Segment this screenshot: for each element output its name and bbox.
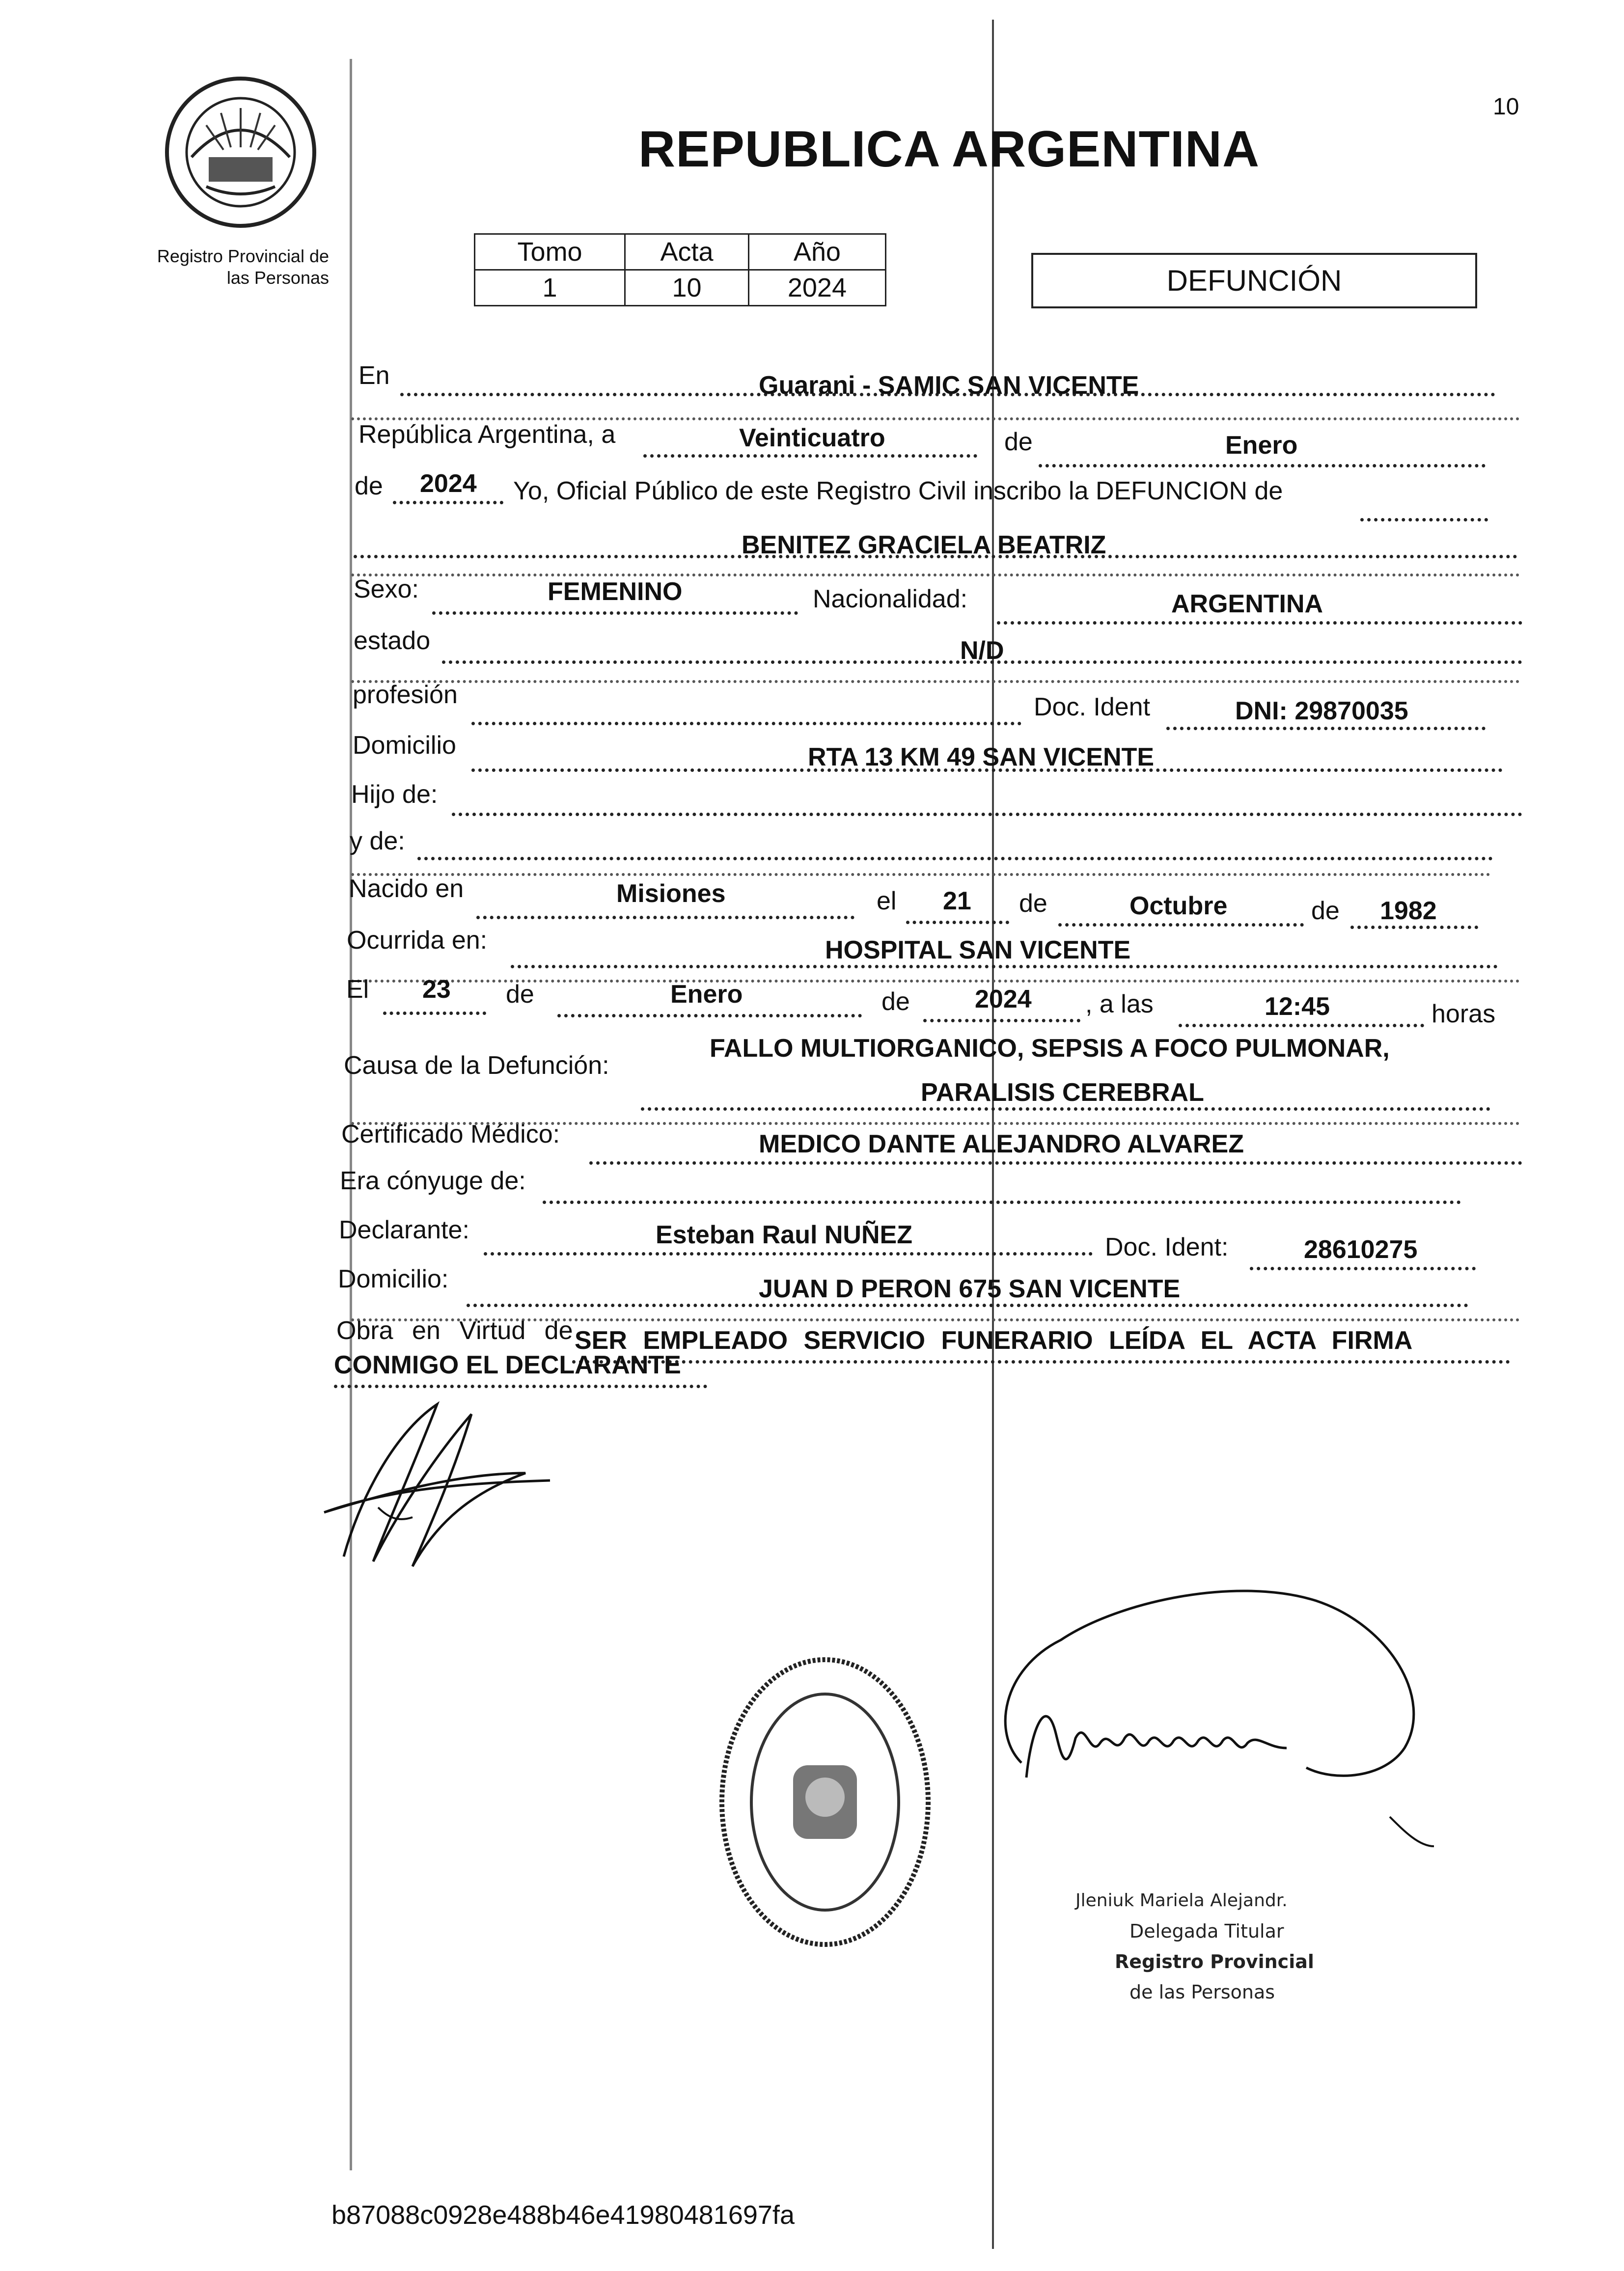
official-name-block xyxy=(1075,1886,1314,2007)
tomo-value: 1 xyxy=(475,270,625,306)
decl-doc-value: 28610275 xyxy=(1304,1235,1418,1264)
hijo-label: Hijo de: xyxy=(351,780,438,809)
nac-de1-label: de xyxy=(1019,889,1047,918)
causa-label: Causa de la Defunción: xyxy=(344,1051,609,1080)
horas-label: horas xyxy=(1431,1000,1496,1028)
anio-value: 2024 xyxy=(420,469,477,498)
fall-mes-dots xyxy=(557,1014,862,1017)
obra-line1: SER EMPLEADO SERVICIO FUNERARIO LEÍDA EL ACTA FIRMA xyxy=(575,1326,1413,1355)
hora-dots xyxy=(1179,1024,1424,1027)
ocurrida-value: HOSPITAL SAN VICENTE xyxy=(825,936,1131,964)
declarant-signature xyxy=(314,1395,570,1591)
tomo-header: Tomo xyxy=(475,234,625,270)
anio-dots xyxy=(393,501,503,504)
certificado-value: MEDICO DANTE ALEJANDRO ALVAREZ xyxy=(759,1130,1244,1158)
fall-anio-dots xyxy=(923,1019,1080,1022)
decl-domicilio-label: Domicilio: xyxy=(338,1265,449,1293)
en-label: En xyxy=(358,361,390,390)
registry-line1: Registro Provincial de xyxy=(157,246,329,266)
nacido-value: Misiones xyxy=(616,879,726,908)
nac-dia-value: 21 xyxy=(943,887,971,915)
profesion-label: profesión xyxy=(353,681,458,709)
anio-label: de xyxy=(355,472,383,500)
decl-doc-label: Doc. Ident: xyxy=(1105,1233,1229,1261)
declarante-label: Declarante: xyxy=(339,1216,469,1244)
fall-de1-label: de xyxy=(506,980,534,1009)
hora-value: 12:45 xyxy=(1265,992,1330,1021)
nacionalidad-value: ARGENTINA xyxy=(1171,590,1323,618)
declarante-dots xyxy=(484,1252,1093,1256)
acta-header: Acta xyxy=(625,234,749,270)
domicilio-label: Domicilio xyxy=(353,731,456,760)
sexo-dots xyxy=(432,611,798,615)
nacido-dots xyxy=(476,916,854,919)
certificado-dots xyxy=(589,1161,1522,1165)
registry-line2: las Personas xyxy=(226,268,329,288)
fall-de2-label: de xyxy=(881,987,910,1016)
sexo-value: FEMENINO xyxy=(548,577,683,606)
official-signature xyxy=(963,1571,1454,1876)
official-title: Delegada Titular xyxy=(1129,1920,1284,1942)
decl-domicilio-value: JUAN D PERON 675 SAN VICENTE xyxy=(759,1275,1181,1303)
causa-line2: PARALISIS CEREBRAL xyxy=(921,1078,1204,1107)
estado-value: N/D xyxy=(960,636,1004,665)
profesion-dots xyxy=(471,722,1021,725)
en-value: Guarani - SAMIC SAN VICENTE xyxy=(759,371,1139,400)
fall-mes-value: Enero xyxy=(670,980,743,1009)
nac-mes-dots xyxy=(1058,923,1304,927)
fall-dia-value: 23 xyxy=(422,975,451,1004)
alas-label: , a las xyxy=(1085,990,1154,1018)
el-label: el xyxy=(877,887,897,915)
causa-dots xyxy=(641,1107,1490,1111)
inscribo-text: Yo, Oficial Público de este Registro Civil inscribo la DEFUNCION de xyxy=(513,477,1283,505)
dia-dots xyxy=(643,454,977,458)
yde-label: y de: xyxy=(350,827,405,855)
official-stamp xyxy=(707,1645,943,1959)
province-seal-logo xyxy=(162,74,319,231)
fall-anio-value: 2024 xyxy=(975,985,1032,1013)
official-registry2: de las Personas xyxy=(1129,1981,1275,2003)
registry-label xyxy=(98,246,329,289)
causa-line1: FALLO MULTIORGANICO, SEPSIS A FOCO PULMONAR, xyxy=(710,1034,1390,1063)
fall-dia-dots xyxy=(383,1012,486,1015)
estado-label: estado xyxy=(354,627,431,655)
yde-dots xyxy=(417,857,1493,860)
nac-anio-dots xyxy=(1350,926,1478,929)
anio-value: 2024 xyxy=(748,270,885,306)
row-separator xyxy=(351,574,1520,576)
domicilio-value: RTA 13 KM 49 SAN VICENTE xyxy=(808,743,1155,771)
doc-type-label: DEFUNCIÓN xyxy=(1166,264,1342,297)
official-registry: Registro Provincial xyxy=(1115,1951,1314,1972)
obra-dots2 xyxy=(334,1385,707,1388)
dia-value: Veinticuatro xyxy=(739,424,885,452)
obra-dots1 xyxy=(572,1360,1510,1364)
row-separator xyxy=(351,873,1490,876)
left-margin-line xyxy=(350,59,352,2170)
ocurrida-dots xyxy=(511,965,1498,968)
official-name: Jleniuk Mariela Alejandr. xyxy=(1075,1890,1288,1911)
document-hash: b87088c0928e488b46e41980481697fa xyxy=(331,2200,795,2230)
de-label: de xyxy=(1004,428,1033,456)
decl-domicilio-dots xyxy=(467,1304,1468,1307)
anio-header: Año xyxy=(748,234,885,270)
nacionalidad-label: Nacionalidad: xyxy=(813,585,968,613)
obra-line2: CONMIGO EL DECLARANTE xyxy=(334,1351,681,1379)
page-number: 10 xyxy=(1493,94,1519,120)
nac-dia-dots xyxy=(906,921,1009,924)
doc-ident-value: DNI: 29870035 xyxy=(1235,697,1408,725)
el2-label: El xyxy=(346,975,369,1004)
nombre-value: BENITEZ GRACIELA BEATRIZ xyxy=(742,531,1106,559)
inscribo-dots xyxy=(1360,518,1488,521)
sexo-label: Sexo: xyxy=(354,575,419,603)
certificado-label: Certificado Médico: xyxy=(341,1120,560,1149)
row-separator xyxy=(351,680,1520,683)
conyuge-dots xyxy=(543,1201,1461,1204)
nacido-label: Nacido en xyxy=(349,875,464,903)
nac-mes-value: Octubre xyxy=(1129,892,1228,920)
conyuge-label: Era cónyuge de: xyxy=(340,1167,526,1195)
hijo-dots xyxy=(452,813,1522,816)
republica-label: República Argentina, a xyxy=(358,420,616,449)
ocurrida-label: Ocurrida en: xyxy=(347,926,488,955)
obra-label: Obra en Virtud de xyxy=(336,1316,573,1345)
nac-anio-value: 1982 xyxy=(1380,897,1437,925)
mes-dots xyxy=(1039,464,1486,467)
acta-value: 10 xyxy=(625,270,749,306)
doc-type-box xyxy=(1031,253,1477,308)
nac-de2-label: de xyxy=(1311,897,1340,925)
mes-value: Enero xyxy=(1225,431,1298,460)
decl-doc-dots xyxy=(1250,1267,1476,1270)
page-title: REPUBLICA ARGENTINA xyxy=(638,121,1260,178)
declarante-value: Esteban Raul NUÑEZ xyxy=(656,1221,912,1249)
nacionalidad-dots xyxy=(997,621,1522,625)
doc-ident-label: Doc. Ident xyxy=(1034,693,1151,721)
doc-ident-dots xyxy=(1166,727,1486,730)
act-reference-table xyxy=(474,233,886,306)
